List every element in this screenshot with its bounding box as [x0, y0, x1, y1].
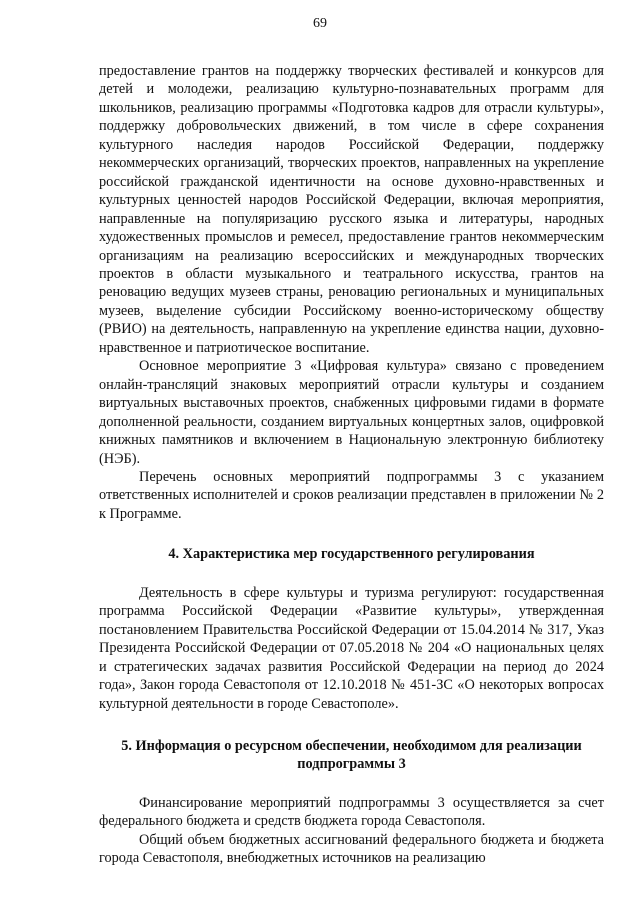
- section-5-paragraph-1: Финансирование мероприятий подпрограммы 3 осуществляется за счет федерального бюджета и средств бюджета города Севастополя.: [99, 794, 604, 830]
- section-5-heading-line1: 5. Информация о ресурсном обеспечении, необходимом для реализации: [121, 737, 582, 754]
- section-4-paragraph: Деятельность в сфере культуры и туризма регулируют: государственная программа Российской Федерации «Развитие культуры», утвержденная постановлением Правительства Российской Федерации от 15.04.2014 № 317, Указ Президента Российской Федерации от 07.05.2018 № 204 «О национальных целях и стратегических задачах развития Российской Федерации на период до 2024 года», Закон города Севастополя от 12.10.2018 № 451-ЗС «О некоторых вопросах культурной деятельности в городе Севастополе».: [99, 584, 604, 712]
- paragraph-digital-culture: Основное мероприятие 3 «Цифровая культура» связано с проведением онлайн-трансляций знаковых мероприятий отрасли культуры и созданием виртуальных выставочных проектов, снабженных цифровыми гидами в формате дополненной реальности, созданием виртуальных концертных залов, оцифровкой книжных памятников и включением в Национальную электронную библиотеку (НЭБ).: [99, 358, 604, 467]
- document-body: [99, 62, 604, 868]
- section-5-heading: [99, 737, 604, 774]
- page-number: 69: [313, 16, 327, 31]
- paragraph-list-reference: Перечень основных мероприятий подпрограммы 3 с указанием ответственных исполнителей и сроков реализации представлен в приложении № 2 к Программе.: [99, 468, 604, 522]
- section-5-paragraph-2: Общий объем бюджетных ассигнований федерального бюджета и бюджета города Севастополя, внебюджетных источников на реализацию: [99, 831, 604, 867]
- section-4-heading: 4. Характеристика мер государственного регулирования: [168, 546, 535, 563]
- paragraph-continuation: предоставление грантов на поддержку творческих фестивалей и конкурсов для детей и молодежи, реализацию культурно-познавательных программ для школьников, реализацию программы «Подготовка кадров для отрасли культуры», поддержку добровольческих движений, в том числе в сфере сохранения культурного наследия народов Российской Федерации, поддержку некоммерческих организаций, творческих проектов, направленных на укрепление российской гражданской идентичности на основе духовно-нравственных и культурных ценностей народов Российской Федерации, включая мероприятия, направленные на популяризацию русского языка и литературы, народных художественных промыслов и ремесел, предоставление грантов некоммерческим организациям на реализацию всероссийских и международных творческих проектов в области музыкального и театрального искусства, грантов на реновацию ведущих музеев страны, реновацию региональных и муниципальных музеев, выделение субсидии Российскому военно-историческому обществу (РВИО) на деятельность, направленную на укрепление единства нации, духовно-нравственное и патриотическое воспитание.: [99, 63, 604, 356]
- section-5-heading-line2: подпрограммы 3: [297, 756, 406, 773]
